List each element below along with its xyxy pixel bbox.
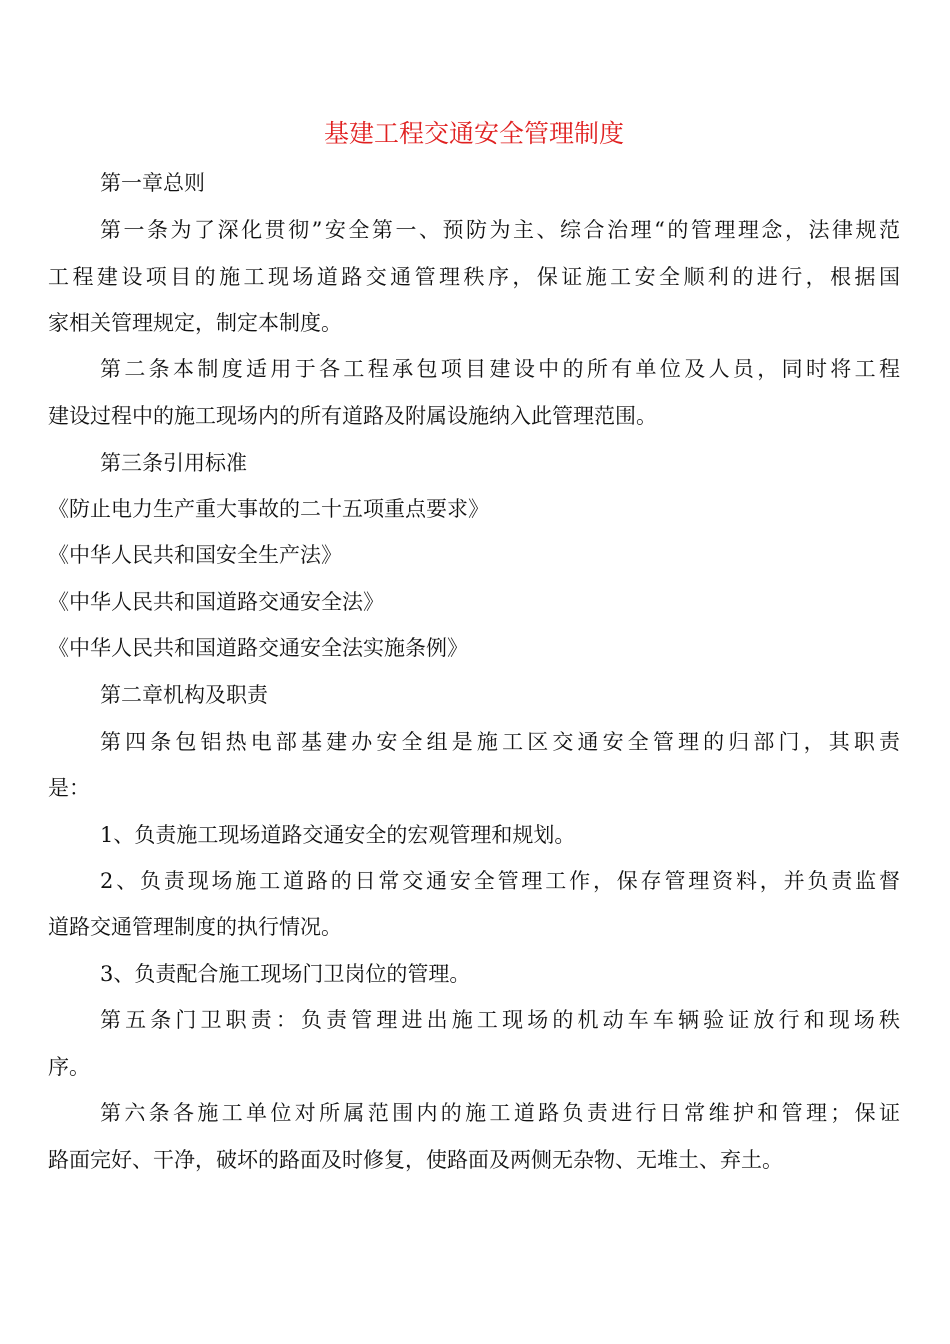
paragraph-line: 第一条为了深化贯彻”安全第一、预防为主、综合治理“的管理理念，法律规范 [100,218,900,242]
paragraph-line: 第二条本制度适用于各工程承包项目建设中的所有单位及人员，同时将工程 [100,357,900,381]
paragraph-line: 路面完好、干净，破坏的路面及时修复，使路面及两侧无杂物、无堆土、弃土。 [48,1148,783,1172]
paragraph-line: 家相关管理规定，制定本制度。 [48,311,342,335]
paragraph-line: 第五条门卫职责：负责管理进出施工现场的机动车车辆验证放行和现场秩 [100,1008,900,1032]
paragraph-line: 第六条各施工单位对所属范围内的施工道路负责进行日常维护和管理；保证 [100,1101,900,1125]
list-item: 3、负责配合施工现场门卫岗位的管理。 [100,962,471,986]
reference-item: 《中华人民共和国安全生产法》 [48,543,342,567]
list-item: 2、负责现场施工道路的日常交通安全管理工作，保存管理资料，并负责监督 [100,869,900,893]
paragraph-line: 序。 [48,1055,90,1079]
list-item: 道路交通管理制度的执行情况。 [48,915,342,939]
reference-item: 《防止电力生产重大事故的二十五项重点要求》 [48,497,489,521]
reference-item: 《中华人民共和国道路交通安全法》 [48,590,384,614]
list-item: 1、负责施工现场道路交通安全的宏观管理和规划。 [100,823,576,847]
paragraph-line: 工程建设项目的施工现场道路交通管理秩序，保证施工安全顺利的进行，根据国 [48,265,900,289]
reference-item: 《中华人民共和国道路交通安全法实施条例》 [48,636,468,660]
paragraph-line: 第三条引用标准 [100,451,247,475]
paragraph-line: 是： [48,776,90,800]
chapter-heading: 第一章总则 [100,171,205,195]
document-title: 基建工程交通安全管理制度 [323,119,624,148]
paragraph-line: 建设过程中的施工现场内的所有道路及附属设施纳入此管理范围。 [48,404,657,428]
paragraph-line: 第四条包铝热电部基建办安全组是施工区交通安全管理的归部门，其职责 [100,730,900,754]
chapter-heading: 第二章机构及职责 [100,683,268,707]
